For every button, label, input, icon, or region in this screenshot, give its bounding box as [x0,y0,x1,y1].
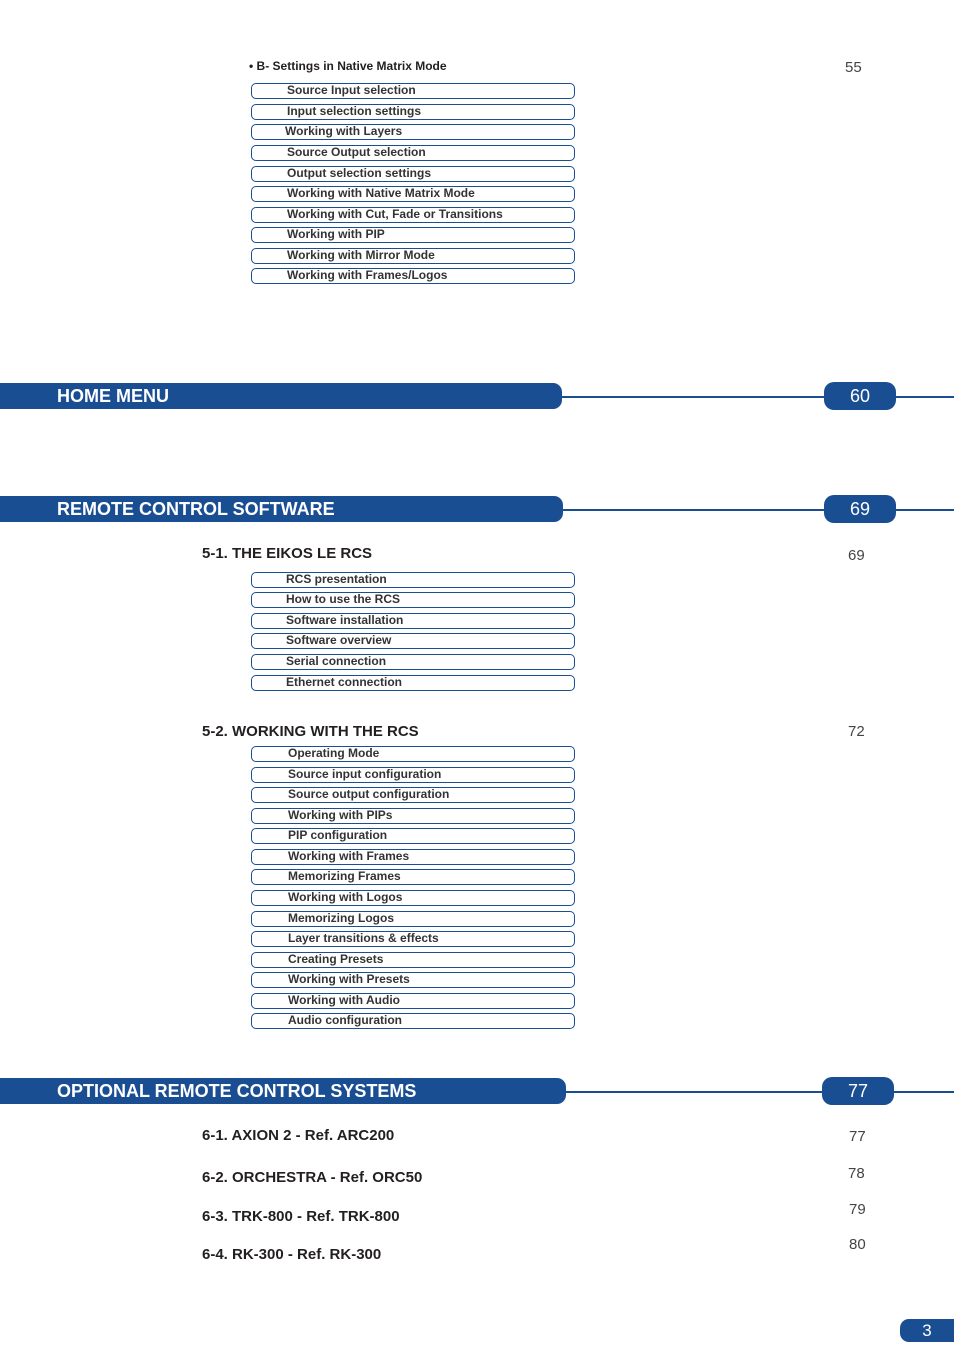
toc-item[interactable]: Software installation [251,613,575,629]
toc-item[interactable]: Working with Layers [251,124,575,140]
toc-item[interactable]: PIP configuration [251,828,575,844]
toc-item[interactable]: Working with Audio [251,993,575,1009]
optional-rc-page-pill[interactable]: 77 [822,1077,894,1105]
toc-item[interactable]: Memorizing Logos [251,911,575,927]
toc-item[interactable]: Working with Native Matrix Mode [251,186,575,202]
toc-item[interactable]: Source input configuration [251,767,575,783]
toc-item[interactable]: Working with PIP [251,227,575,243]
subsection-page-5-1: 69 [848,547,865,564]
entry-title-6-4[interactable]: 6-4. RK-300 - Ref. RK-300 [202,1246,382,1263]
toc-item[interactable]: Working with Logos [251,890,575,906]
home-menu-banner[interactable]: HOME MENU [0,383,562,409]
native-matrix-page: 55 [845,59,862,76]
toc-item[interactable]: Serial connection [251,654,575,670]
rcs-banner[interactable]: REMOTE CONTROL SOFTWARE [0,496,563,522]
subsection-title-5-2: 5-2. WORKING WITH THE RCS [202,723,419,740]
toc-item[interactable]: How to use the RCS [251,592,575,608]
toc-item[interactable]: Working with Presets [251,972,575,988]
toc-item[interactable]: RCS presentation [251,572,575,588]
toc-item[interactable]: Working with Frames [251,849,575,865]
entry-title-6-1[interactable]: 6-1. AXION 2 - Ref. ARC200 [202,1127,395,1144]
home-menu-page-pill[interactable]: 60 [824,382,896,410]
optional-rc-banner[interactable]: OPTIONAL REMOTE CONTROL SYSTEMS [0,1078,566,1104]
toc-item[interactable]: Source output configuration [251,787,575,803]
toc-item[interactable]: Working with Cut, Fade or Transitions [251,207,575,223]
toc-item[interactable]: Working with Frames/Logos [251,268,575,284]
toc-item[interactable]: Working with Mirror Mode [251,248,575,264]
toc-item[interactable]: Audio configuration [251,1013,575,1029]
entry-page-6-2: 78 [848,1165,865,1182]
toc-item[interactable]: Creating Presets [251,952,575,968]
footer-page-number: 3 [900,1319,954,1342]
toc-item[interactable]: Operating Mode [251,746,575,762]
toc-item[interactable]: Software overview [251,633,575,649]
entry-page-6-4: 80 [849,1236,866,1253]
entry-page-6-1: 77 [849,1128,866,1145]
toc-item[interactable]: Output selection settings [251,166,575,182]
toc-item[interactable]: Input selection settings [251,104,575,120]
toc-item[interactable]: Working with PIPs [251,808,575,824]
toc-item[interactable]: Memorizing Frames [251,869,575,885]
optional-rc-rule [566,1091,954,1093]
subsection-title-5-1: 5-1. THE EIKOS LE RCS [202,545,373,562]
toc-item[interactable]: Source Output selection [251,145,575,161]
rcs-page-pill[interactable]: 69 [824,495,896,523]
toc-item[interactable]: Layer transitions & effects [251,931,575,947]
entry-title-6-3[interactable]: 6-3. TRK-800 - Ref. TRK-800 [202,1208,400,1225]
toc-item[interactable]: Source Input selection [251,83,575,99]
entry-title-6-2[interactable]: 6-2. ORCHESTRA - Ref. ORC50 [202,1169,423,1186]
entry-page-6-3: 79 [849,1201,866,1218]
native-matrix-heading: • B- Settings in Native Matrix Mode [249,59,447,73]
toc-item[interactable]: Ethernet connection [251,675,575,691]
subsection-page-5-2: 72 [848,723,865,740]
